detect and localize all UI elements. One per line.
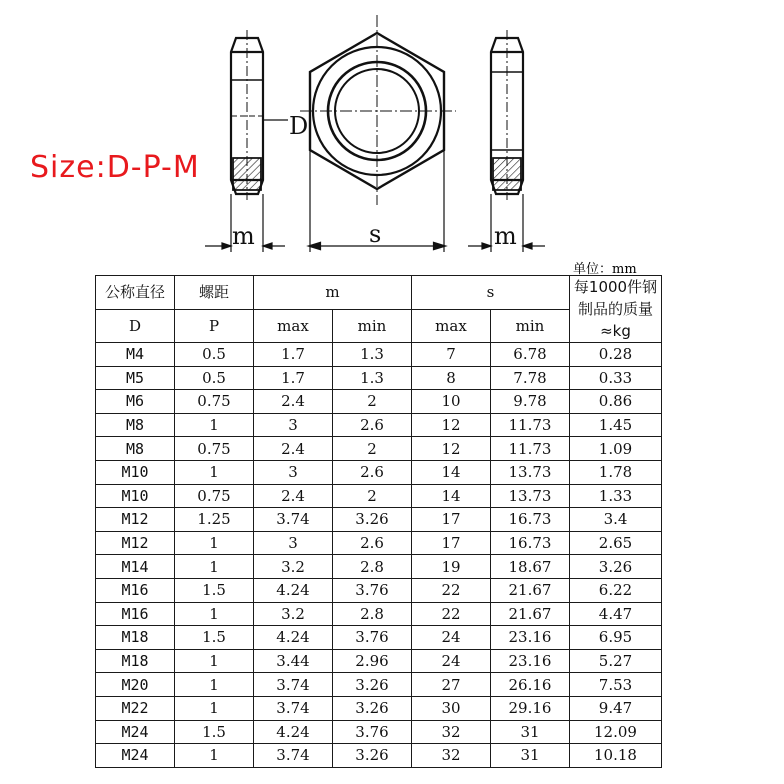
table-body	[96, 343, 662, 768]
cell-d: M10	[96, 460, 175, 484]
right-side-view	[491, 30, 523, 200]
cell-m-max: 3.74	[254, 696, 333, 720]
cell-s-min: 13.73	[491, 484, 570, 508]
cell-s-max: 12	[412, 413, 491, 437]
cell-p: 0.5	[175, 343, 254, 367]
cell-m-max: 2.4	[254, 484, 333, 508]
cell-p: 1.25	[175, 508, 254, 532]
cell-p: 0.5	[175, 366, 254, 390]
table-row	[96, 626, 662, 650]
table-row	[96, 602, 662, 626]
header-d-cn: 公称直径	[96, 276, 175, 310]
cell-s-max: 24	[412, 626, 491, 650]
cell-p: 0.75	[175, 437, 254, 461]
cell-p: 0.75	[175, 484, 254, 508]
cell-s-max: 12	[412, 437, 491, 461]
cell-m-max: 2.4	[254, 390, 333, 414]
cell-d: M16	[96, 578, 175, 602]
cell-m-min: 2	[333, 484, 412, 508]
header-s: s	[412, 276, 570, 310]
cell-m-max: 4.24	[254, 720, 333, 744]
cell-d: M16	[96, 602, 175, 626]
cell-s-max: 22	[412, 602, 491, 626]
cell-d: M24	[96, 744, 175, 768]
cell-m-max: 3	[254, 531, 333, 555]
header-p-cn: 螺距	[175, 276, 254, 310]
header-mass-line2: 制品的质量	[577, 300, 653, 318]
cell-mass: 1.45	[570, 413, 662, 437]
table-row	[96, 390, 662, 414]
cell-s-min: 31	[491, 744, 570, 768]
table-row	[96, 555, 662, 579]
cell-s-max: 24	[412, 649, 491, 673]
cell-p: 1.5	[175, 626, 254, 650]
cell-m-max: 3	[254, 413, 333, 437]
cell-p: 1	[175, 744, 254, 768]
cell-mass: 4.47	[570, 602, 662, 626]
table-row	[96, 343, 662, 367]
cell-mass: 1.33	[570, 484, 662, 508]
table-row	[96, 366, 662, 390]
cell-s-max: 8	[412, 366, 491, 390]
cell-m-max: 1.7	[254, 366, 333, 390]
cell-s-min: 11.73	[491, 413, 570, 437]
cell-s-min: 11.73	[491, 437, 570, 461]
table-row	[96, 696, 662, 720]
cell-d: M12	[96, 508, 175, 532]
cell-mass: 1.78	[570, 460, 662, 484]
cell-d: M22	[96, 696, 175, 720]
cell-d: M12	[96, 531, 175, 555]
cell-s-min: 23.16	[491, 649, 570, 673]
table-row	[96, 578, 662, 602]
cell-p: 1	[175, 602, 254, 626]
cell-mass: 2.65	[570, 531, 662, 555]
cell-mass: 0.28	[570, 343, 662, 367]
cell-d: M18	[96, 626, 175, 650]
cell-mass: 5.27	[570, 649, 662, 673]
cell-m-max: 3.44	[254, 649, 333, 673]
table-row	[96, 744, 662, 768]
cell-m-min: 3.76	[333, 578, 412, 602]
cell-mass: 6.22	[570, 578, 662, 602]
size-label: Size:D-P-M	[30, 150, 200, 185]
table-row	[96, 484, 662, 508]
cell-mass: 3.4	[570, 508, 662, 532]
header-mass-line3: ≈kg	[600, 322, 631, 340]
cell-d: M18	[96, 649, 175, 673]
cell-mass: 0.86	[570, 390, 662, 414]
cell-p: 1	[175, 649, 254, 673]
cell-p: 1	[175, 460, 254, 484]
cell-s-max: 7	[412, 343, 491, 367]
cell-s-max: 30	[412, 696, 491, 720]
cell-s-min: 21.67	[491, 602, 570, 626]
cell-mass: 6.95	[570, 626, 662, 650]
cell-m-min: 3.76	[333, 720, 412, 744]
cell-d: M10	[96, 484, 175, 508]
label-s: s	[369, 220, 382, 248]
hex-nut-drawing	[0, 0, 784, 270]
cell-m-max: 3.74	[254, 673, 333, 697]
cell-mass: 9.47	[570, 696, 662, 720]
header-s-max: max	[412, 309, 491, 343]
header-m-min: min	[333, 309, 412, 343]
cell-p: 1	[175, 531, 254, 555]
unit-label: 单位：mm	[573, 262, 637, 277]
header-d-sym: D	[96, 309, 175, 343]
left-side-view	[231, 30, 288, 200]
cell-m-max: 3	[254, 460, 333, 484]
cell-s-max: 10	[412, 390, 491, 414]
cell-m-min: 2.6	[333, 531, 412, 555]
cell-s-max: 27	[412, 673, 491, 697]
table-row	[96, 413, 662, 437]
cell-s-max: 22	[412, 578, 491, 602]
cell-s-min: 6.78	[491, 343, 570, 367]
cell-s-min: 21.67	[491, 578, 570, 602]
cell-s-max: 17	[412, 508, 491, 532]
cell-s-min: 31	[491, 720, 570, 744]
cell-s-min: 23.16	[491, 626, 570, 650]
cell-m-min: 1.3	[333, 366, 412, 390]
cell-m-min: 3.26	[333, 508, 412, 532]
cell-m-min: 3.26	[333, 744, 412, 768]
cell-m-max: 3.2	[254, 555, 333, 579]
cell-m-max: 4.24	[254, 578, 333, 602]
cell-p: 1	[175, 696, 254, 720]
table-row	[96, 673, 662, 697]
cell-s-min: 7.78	[491, 366, 570, 390]
header-s-min: min	[491, 309, 570, 343]
cell-d: M8	[96, 413, 175, 437]
header-p-sym: P	[175, 309, 254, 343]
cell-mass: 7.53	[570, 673, 662, 697]
cell-m-min: 2.8	[333, 602, 412, 626]
header-mass-line1: 每1000件钢	[573, 278, 658, 296]
cell-d: M20	[96, 673, 175, 697]
cell-m-min: 2	[333, 390, 412, 414]
front-view	[300, 15, 456, 252]
label-m-left: m	[232, 222, 255, 250]
cell-m-max: 3.74	[254, 508, 333, 532]
cell-m-min: 2.6	[333, 413, 412, 437]
header-m: m	[254, 276, 412, 310]
cell-s-max: 32	[412, 744, 491, 768]
table-row	[96, 460, 662, 484]
cell-m-min: 2	[333, 437, 412, 461]
cell-mass: 10.18	[570, 744, 662, 768]
label-m-right: m	[494, 222, 517, 250]
cell-m-min: 2.8	[333, 555, 412, 579]
cell-m-max: 3.2	[254, 602, 333, 626]
header-mass	[570, 276, 662, 343]
header-row-1	[96, 276, 662, 310]
cell-s-max: 14	[412, 460, 491, 484]
cell-m-max: 2.4	[254, 437, 333, 461]
cell-d: M24	[96, 720, 175, 744]
cell-s-min: 26.16	[491, 673, 570, 697]
cell-d: M14	[96, 555, 175, 579]
cell-mass: 12.09	[570, 720, 662, 744]
cell-m-min: 2.96	[333, 649, 412, 673]
cell-p: 1.5	[175, 720, 254, 744]
cell-s-max: 14	[412, 484, 491, 508]
cell-p: 1.5	[175, 578, 254, 602]
cell-s-max: 17	[412, 531, 491, 555]
cell-s-min: 29.16	[491, 696, 570, 720]
cell-d: M4	[96, 343, 175, 367]
table-row	[96, 508, 662, 532]
cell-s-min: 13.73	[491, 460, 570, 484]
cell-m-min: 3.76	[333, 626, 412, 650]
cell-m-min: 2.6	[333, 460, 412, 484]
cell-p: 1	[175, 673, 254, 697]
cell-s-min: 16.73	[491, 508, 570, 532]
cell-p: 1	[175, 555, 254, 579]
cell-m-max: 4.24	[254, 626, 333, 650]
cell-mass: 0.33	[570, 366, 662, 390]
cell-d: M6	[96, 390, 175, 414]
cell-s-max: 32	[412, 720, 491, 744]
cell-s-min: 18.67	[491, 555, 570, 579]
cell-m-min: 3.26	[333, 696, 412, 720]
cell-d: M8	[96, 437, 175, 461]
cell-s-max: 19	[412, 555, 491, 579]
cell-m-min: 3.26	[333, 673, 412, 697]
spec-table	[95, 275, 662, 768]
cell-m-max: 3.74	[254, 744, 333, 768]
cell-p: 0.75	[175, 390, 254, 414]
table-row	[96, 720, 662, 744]
cell-mass: 3.26	[570, 555, 662, 579]
table-row	[96, 531, 662, 555]
cell-mass: 1.09	[570, 437, 662, 461]
cell-m-min: 1.3	[333, 343, 412, 367]
cell-m-max: 1.7	[254, 343, 333, 367]
table-row	[96, 649, 662, 673]
table-row	[96, 437, 662, 461]
cell-p: 1	[175, 413, 254, 437]
cell-s-min: 16.73	[491, 531, 570, 555]
cell-s-min: 9.78	[491, 390, 570, 414]
cell-d: M5	[96, 366, 175, 390]
label-d: D	[289, 112, 309, 140]
header-m-max: max	[254, 309, 333, 343]
